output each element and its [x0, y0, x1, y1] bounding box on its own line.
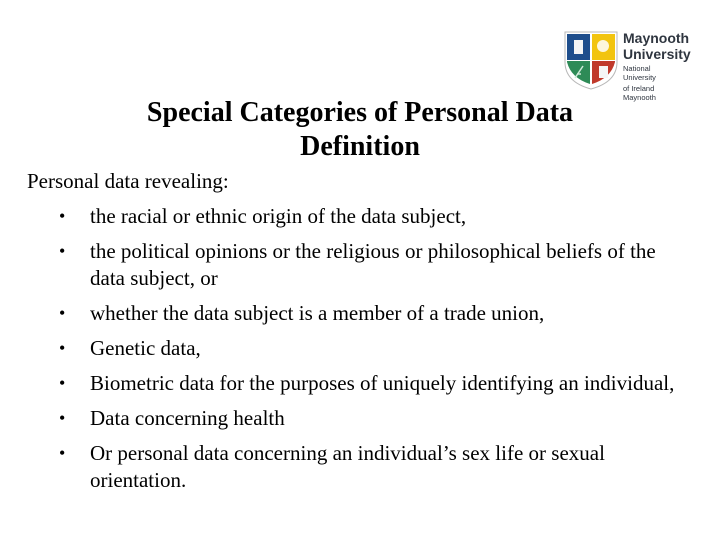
bullet-text: the political opinions or the religious or philosophical beliefs of the data subject, or [90, 239, 656, 290]
bullet-item [59, 370, 690, 397]
bullet-text: Data concerning health [90, 406, 285, 430]
logo-sub-line1: National University [623, 64, 656, 82]
bullet-text: Biometric data for the purposes of uniquely identifying an individual, [90, 371, 675, 395]
bullet-dot-icon: • [59, 338, 66, 358]
bullet-item [59, 440, 690, 494]
bullet-text: the racial or ethnic origin of the data subject, [90, 204, 467, 228]
slide-title [100, 96, 620, 164]
bullet-text: Or personal data concerning an individual’s sex life or sexual orientation. [90, 441, 605, 492]
bullet-dot-icon: • [59, 443, 66, 463]
bullet-item [59, 405, 690, 432]
logo-name-line1: Maynooth [623, 30, 690, 46]
bullet-list [59, 203, 690, 502]
logo-wordmark [623, 30, 691, 102]
bullet-dot-icon: • [59, 373, 66, 393]
slide-title-line1: Special Categories of Personal Data [146, 97, 574, 128]
slide-title-line2: Definition [300, 131, 420, 162]
maynooth-logo [563, 28, 691, 102]
bullet-item [59, 300, 690, 327]
bullet-text: Genetic data, [90, 336, 201, 360]
logo-name-line2: University [623, 46, 691, 62]
bullet-dot-icon: • [59, 241, 66, 261]
intro-text: Personal data revealing: [27, 169, 229, 193]
bullet-dot-icon: • [59, 408, 66, 428]
bullet-item [59, 238, 690, 292]
university-crest-icon [563, 28, 619, 90]
bullet-text: whether the data subject is a member of a trade union, [90, 301, 545, 325]
bullet-item [59, 335, 690, 362]
logo-sub-line2: of Ireland Maynooth [623, 84, 656, 102]
bullet-dot-icon: • [59, 303, 66, 323]
bullet-item [59, 203, 690, 230]
bullet-dot-icon: • [59, 206, 66, 226]
